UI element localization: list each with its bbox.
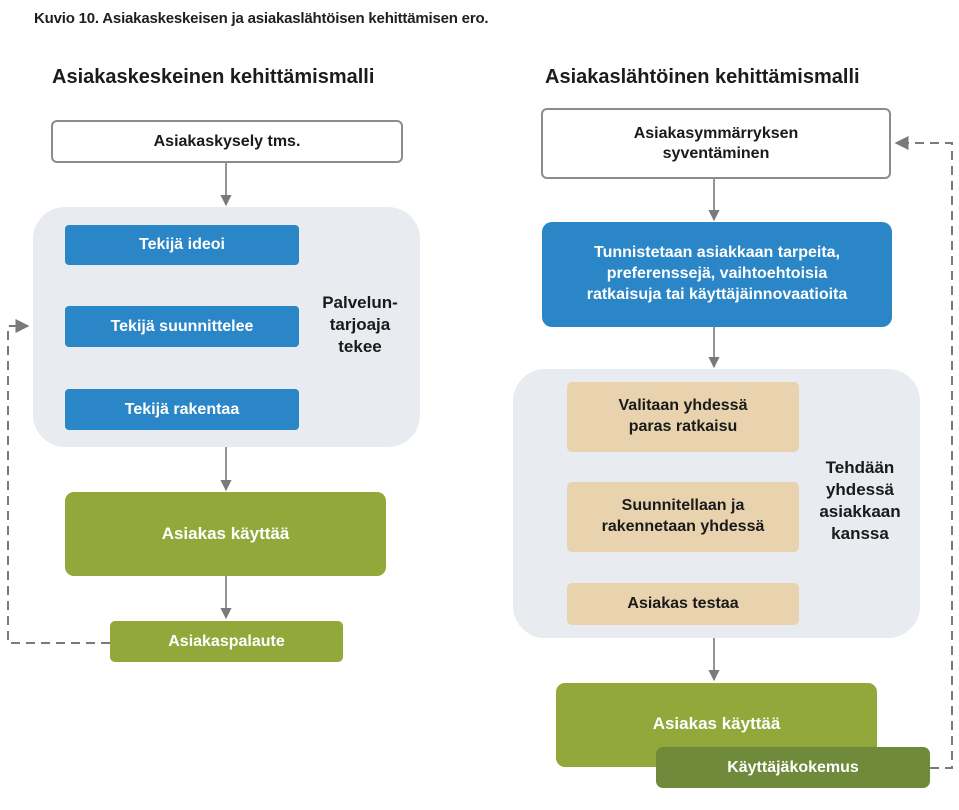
customer-uses-box-left <box>65 492 386 576</box>
step-design <box>65 306 299 347</box>
step-build <box>65 389 299 430</box>
step-test-label: Asiakas testaa <box>627 594 739 612</box>
provider-label-line: tarjoaja <box>329 315 391 335</box>
provider-label-line: Palvelun- <box>322 293 398 312</box>
provider-label-line: tekee <box>338 337 382 357</box>
step-design-label: Tekijä suunnittelee <box>110 317 254 335</box>
together-label-line: kanssa <box>831 524 889 544</box>
identify-line: ratkaisuja tai käyttäjäinnovaatioita <box>586 285 848 303</box>
step-design-build <box>567 482 799 552</box>
step-design-build-line: rakennetaan yhdessä <box>601 518 765 535</box>
provider-group-label <box>304 292 416 358</box>
step-design-build-line: Suunnitellaan ja <box>621 497 745 515</box>
understanding-line: syventäminen <box>662 144 770 162</box>
step-test <box>567 583 799 625</box>
step-ideate <box>65 225 299 265</box>
identify-needs-box <box>542 222 892 327</box>
step-choose-line: Valitaan yhdessä <box>618 397 748 415</box>
left-model-title: Asiakaskeskeinen kehittämismalli <box>52 66 375 88</box>
identify-line: preferenssejä, vaihtoehtoisia <box>606 265 828 283</box>
together-label-line: yhdessä <box>825 480 895 500</box>
together-label-line: asiakkaan <box>819 502 901 522</box>
together-group-label <box>806 457 914 545</box>
feedback-box <box>110 621 343 662</box>
feedback-box-label: Asiakaspalaute <box>168 632 285 650</box>
identify-line: Tunnistetaan asiakkaan tarpeita, <box>593 244 840 262</box>
survey-box <box>51 120 403 163</box>
step-build-label: Tekijä rakentaa <box>124 400 240 418</box>
step-choose-line: paras ratkaisu <box>628 418 738 435</box>
customer-uses-label-right: Asiakas käyttää <box>652 714 781 733</box>
figure-title: Kuvio 10. Asiakaskeskeisen ja asiakaslähtöisen kehittämisen ero. <box>34 10 489 27</box>
survey-box-label: Asiakaskysely tms. <box>153 132 301 150</box>
understanding-box <box>541 108 891 179</box>
user-experience-label: Käyttäjäkokemus <box>727 758 859 776</box>
user-experience-box <box>656 747 930 788</box>
understanding-line: Asiakasymmärryksen <box>633 124 799 142</box>
together-label-line: Tehdään <box>825 458 895 477</box>
step-choose <box>567 382 799 452</box>
right-model-title: Asiakaslähtöinen kehittämismalli <box>545 66 860 88</box>
customer-uses-label-left: Asiakas käyttää <box>161 524 290 544</box>
step-ideate-label: Tekijä ideoi <box>139 236 225 253</box>
